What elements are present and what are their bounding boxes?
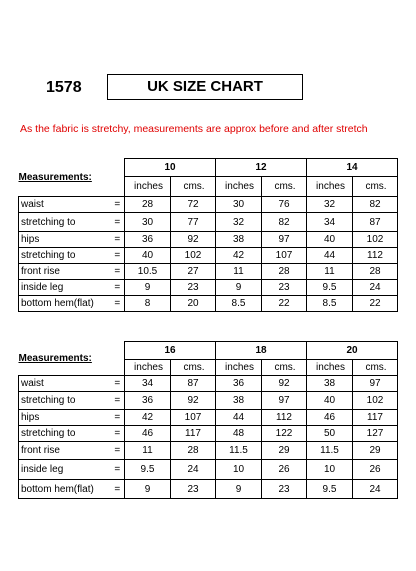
cell-inches: 11.5 [216, 442, 262, 460]
cell-cms: 92 [171, 232, 216, 248]
unit-header: inches [125, 360, 171, 376]
equals-sign: = [111, 442, 125, 460]
cell-cms: 26 [353, 460, 398, 480]
row-label: stretching to [19, 426, 111, 442]
row-label: bottom hem(flat) [19, 480, 111, 499]
cell-cms: 77 [171, 213, 216, 232]
table-row [19, 280, 398, 296]
cell-inches: 42 [125, 410, 171, 426]
cell-inches: 10 [307, 460, 353, 480]
cell-inches: 40 [307, 392, 353, 410]
table-row [19, 197, 398, 213]
cell-cms: 26 [262, 460, 307, 480]
table-row [19, 410, 398, 426]
unit-header: inches [216, 177, 262, 197]
unit-header: cms. [262, 360, 307, 376]
cell-cms: 102 [171, 248, 216, 264]
cell-cms: 97 [262, 232, 307, 248]
row-label: hips [19, 410, 111, 426]
cell-inches: 46 [125, 426, 171, 442]
equals-sign: = [111, 460, 125, 480]
cell-inches: 30 [216, 197, 262, 213]
cell-inches: 48 [216, 426, 262, 442]
cell-inches: 32 [216, 213, 262, 232]
table-row [19, 442, 398, 460]
cell-cms: 27 [171, 264, 216, 280]
cell-cms: 112 [353, 248, 398, 264]
size-header: 12 [216, 159, 307, 177]
cell-inches: 38 [216, 392, 262, 410]
cell-cms: 23 [262, 480, 307, 499]
cell-cms: 97 [262, 392, 307, 410]
unit-header: cms. [353, 177, 398, 197]
cell-inches: 8 [125, 296, 171, 312]
cell-inches: 38 [216, 232, 262, 248]
cell-inches: 8.5 [307, 296, 353, 312]
cell-inches: 9.5 [307, 280, 353, 296]
row-label: bottom hem(flat) [19, 296, 111, 312]
cell-cms: 20 [171, 296, 216, 312]
row-label: hips [19, 232, 111, 248]
cell-inches: 36 [125, 232, 171, 248]
table-row [19, 460, 398, 480]
cell-cms: 87 [171, 376, 216, 392]
cell-inches: 9 [216, 280, 262, 296]
cell-cms: 97 [353, 376, 398, 392]
cell-inches: 30 [125, 213, 171, 232]
table-row [19, 264, 398, 280]
unit-header: cms. [171, 360, 216, 376]
size-table-1 [18, 158, 398, 312]
unit-header: inches [125, 177, 171, 197]
equals-sign: = [111, 376, 125, 392]
equals-sign: = [111, 296, 125, 312]
row-label: waist [19, 197, 111, 213]
table-row [19, 426, 398, 442]
cell-inches: 9.5 [125, 460, 171, 480]
row-label: stretching to [19, 248, 111, 264]
cell-cms: 22 [262, 296, 307, 312]
cell-cms: 127 [353, 426, 398, 442]
unit-header: cms. [171, 177, 216, 197]
cell-cms: 76 [262, 197, 307, 213]
size-header: 16 [125, 342, 216, 360]
cell-inches: 28 [125, 197, 171, 213]
cell-cms: 122 [262, 426, 307, 442]
equals-sign: = [111, 426, 125, 442]
cell-inches: 11.5 [307, 442, 353, 460]
cell-inches: 9.5 [307, 480, 353, 499]
cell-cms: 72 [171, 197, 216, 213]
row-label: front rise [19, 442, 111, 460]
equals-sign: = [111, 213, 125, 232]
cell-cms: 117 [171, 426, 216, 442]
cell-inches: 36 [125, 392, 171, 410]
cell-cms: 23 [171, 280, 216, 296]
cell-cms: 28 [171, 442, 216, 460]
equals-sign: = [111, 232, 125, 248]
unit-header: inches [216, 360, 262, 376]
size-header: 14 [307, 159, 398, 177]
equals-sign: = [111, 410, 125, 426]
cell-inches: 36 [216, 376, 262, 392]
size-header: 20 [307, 342, 398, 360]
equals-sign: = [111, 480, 125, 499]
cell-cms: 117 [353, 410, 398, 426]
table-heading: Measurements: [18, 352, 92, 364]
cell-inches: 46 [307, 410, 353, 426]
table-row [19, 248, 398, 264]
cell-cms: 24 [353, 480, 398, 499]
cell-cms: 102 [353, 392, 398, 410]
cell-inches: 42 [216, 248, 262, 264]
table-row [19, 296, 398, 312]
table-row [19, 480, 398, 499]
chart-title: UK SIZE CHART [107, 74, 303, 100]
size-table-2 [18, 341, 398, 499]
cell-inches: 38 [307, 376, 353, 392]
cell-cms: 29 [262, 442, 307, 460]
size-header: 10 [125, 159, 216, 177]
row-label: stretching to [19, 392, 111, 410]
cell-cms: 107 [262, 248, 307, 264]
cell-inches: 40 [307, 232, 353, 248]
cell-cms: 92 [171, 392, 216, 410]
cell-cms: 102 [353, 232, 398, 248]
cell-cms: 23 [262, 280, 307, 296]
cell-inches: 9 [125, 480, 171, 499]
cell-inches: 11 [216, 264, 262, 280]
unit-header: cms. [262, 177, 307, 197]
cell-cms: 29 [353, 442, 398, 460]
cell-cms: 24 [171, 460, 216, 480]
stretch-note: As the fabric is stretchy, measurements are approx before and after stretch [20, 123, 368, 135]
cell-inches: 44 [216, 410, 262, 426]
cell-inches: 34 [125, 376, 171, 392]
row-label: inside leg [19, 280, 111, 296]
cell-cms: 82 [262, 213, 307, 232]
equals-sign: = [111, 392, 125, 410]
cell-inches: 9 [216, 480, 262, 499]
unit-header: cms. [353, 360, 398, 376]
cell-cms: 107 [171, 410, 216, 426]
equals-sign: = [111, 248, 125, 264]
size-header: 18 [216, 342, 307, 360]
cell-cms: 82 [353, 197, 398, 213]
cell-cms: 28 [353, 264, 398, 280]
cell-cms: 92 [262, 376, 307, 392]
cell-cms: 112 [262, 410, 307, 426]
table-row [19, 213, 398, 232]
cell-cms: 87 [353, 213, 398, 232]
equals-sign: = [111, 197, 125, 213]
row-label: stretching to [19, 213, 111, 232]
row-label: waist [19, 376, 111, 392]
row-label: front rise [19, 264, 111, 280]
cell-inches: 50 [307, 426, 353, 442]
table-heading: Measurements: [18, 171, 92, 183]
table-row [19, 232, 398, 248]
cell-inches: 10.5 [125, 264, 171, 280]
equals-sign: = [111, 280, 125, 296]
cell-inches: 10 [216, 460, 262, 480]
cell-cms: 24 [353, 280, 398, 296]
product-code: 1578 [46, 79, 82, 96]
cell-inches: 9 [125, 280, 171, 296]
unit-header: inches [307, 360, 353, 376]
row-label: inside leg [19, 460, 111, 480]
cell-inches: 44 [307, 248, 353, 264]
cell-inches: 40 [125, 248, 171, 264]
cell-cms: 28 [262, 264, 307, 280]
table-row [19, 392, 398, 410]
cell-inches: 34 [307, 213, 353, 232]
cell-cms: 23 [171, 480, 216, 499]
cell-inches: 11 [125, 442, 171, 460]
cell-inches: 32 [307, 197, 353, 213]
unit-header: inches [307, 177, 353, 197]
equals-sign: = [111, 264, 125, 280]
table-row [19, 376, 398, 392]
cell-inches: 8.5 [216, 296, 262, 312]
cell-inches: 11 [307, 264, 353, 280]
cell-cms: 22 [353, 296, 398, 312]
